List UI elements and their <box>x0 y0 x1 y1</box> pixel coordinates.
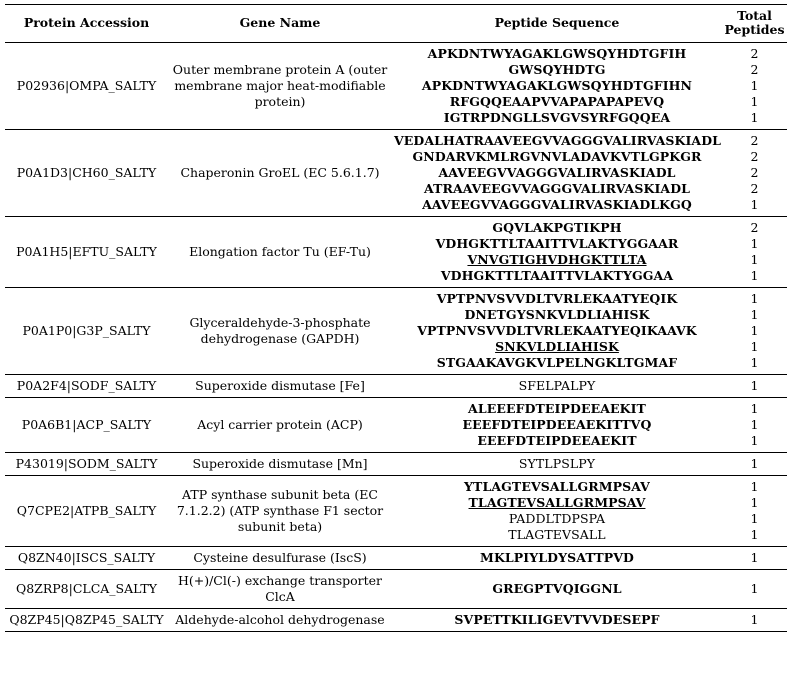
table-row <box>5 547 787 570</box>
peptide-sequence-cell <box>392 609 722 632</box>
peptide-sequence: ALEEEFDTEIPDEEAEKIT <box>468 401 646 416</box>
protein-accession: P02936|OMPA_SALTY <box>5 43 168 130</box>
gene-name: Chaperonin GroEL (EC 5.6.1.7) <box>168 130 392 217</box>
peptide-sequence: VNVGTIGHVDHGKTTLTA <box>467 252 647 267</box>
protein-accession: P0A6B1|ACP_SALTY <box>5 398 168 453</box>
table-row <box>5 43 787 130</box>
peptide-sequence: EEEFDTEIPDEEAEKIT <box>477 433 637 448</box>
peptide-count: 1 <box>750 511 759 526</box>
gene-name: Glyceraldehyde-3-phosphate dehydrogenase (GAPDH) <box>168 288 392 375</box>
peptide-count: 2 <box>750 62 759 77</box>
total-peptides-cell <box>722 217 787 288</box>
peptide-sequence: GQVLAKPGTIKPH <box>492 220 622 235</box>
table-row <box>5 288 787 375</box>
peptide-count: 1 <box>750 433 759 448</box>
peptide-count: 2 <box>750 165 759 180</box>
table-row <box>5 398 787 453</box>
gene-name: Cysteine desulfurase (IscS) <box>168 547 392 570</box>
peptide-sequence-cell <box>392 130 722 217</box>
peptide-sequence: VPTPNVSVVDLTVRLEKAATYEQIKAAVK <box>417 323 697 338</box>
peptide-sequence: VDHGKTTLTAAITTVLAKTYGGAAR <box>435 236 679 251</box>
peptide-sequence: STGAAKAVGKVLPELNGKLTGMAF <box>436 355 678 370</box>
peptide-sequence-cell <box>392 288 722 375</box>
peptide-count: 2 <box>750 133 759 148</box>
protein-accession: Q7CPE2|ATPB_SALTY <box>5 476 168 547</box>
total-peptides-cell <box>722 570 787 609</box>
peptide-sequence: MKLPIYLDYSATTPVD <box>480 550 634 565</box>
peptide-count: 1 <box>750 581 759 596</box>
gene-name: Elongation factor Tu (EF-Tu) <box>168 217 392 288</box>
header-gene-name: Gene Name <box>168 5 392 43</box>
peptide-sequence: YTLAGTEVSALLGRMPSAV <box>464 479 650 494</box>
peptide-sequence: APKDNTWYAGAKLGWSQYHDTGFIH <box>427 46 687 61</box>
peptide-count: 1 <box>750 612 759 627</box>
table-row <box>5 476 787 547</box>
peptide-sequence: DNETGYSNKVLDLIAHISK <box>464 307 650 322</box>
total-peptides-cell <box>722 476 787 547</box>
protein-accession: Q8ZRP8|CLCA_SALTY <box>5 570 168 609</box>
peptide-sequence: GREGPTVQIGGNL <box>492 581 622 596</box>
peptide-count: 1 <box>750 417 759 432</box>
protein-accession: P0A1D3|CH60_SALTY <box>5 130 168 217</box>
peptide-sequence: AAVEEGVVAGGGVALIRVASKIADLKGQ <box>422 197 692 212</box>
peptide-count: 1 <box>750 339 759 354</box>
table-row <box>5 570 787 609</box>
table-row <box>5 130 787 217</box>
peptide-count: 1 <box>750 323 759 338</box>
peptide-sequence: RFGQQEAAPVVAPAPAPAPEVQ <box>449 94 665 109</box>
peptide-count: 2 <box>750 181 759 196</box>
peptide-count: 2 <box>750 149 759 164</box>
peptide-sequence-cell <box>392 375 722 398</box>
peptide-count: 1 <box>750 268 759 283</box>
peptide-count: 1 <box>750 307 759 322</box>
peptide-count: 1 <box>750 78 759 93</box>
peptide-count: 2 <box>750 46 759 61</box>
peptide-sequence: SYTLPSLPY <box>518 456 596 471</box>
peptide-sequence-cell <box>392 217 722 288</box>
peptide-count: 1 <box>750 236 759 251</box>
peptide-sequence: IGTRPDNGLLSVGVSYRFGQQEA <box>443 110 671 125</box>
total-peptides-cell <box>722 453 787 476</box>
protein-accession: P0A1H5|EFTU_SALTY <box>5 217 168 288</box>
peptide-sequence: EEEFDTEIPDEEAEKITTVQ <box>462 417 652 432</box>
peptide-table <box>5 4 787 632</box>
total-peptides-cell <box>722 609 787 632</box>
protein-accession: P0A1P0|G3P_SALTY <box>5 288 168 375</box>
total-peptides-cell <box>722 547 787 570</box>
peptide-sequence: SVPETTKILIGEVTVVDESEPF <box>454 612 660 627</box>
total-peptides-cell <box>722 288 787 375</box>
peptide-count: 1 <box>750 401 759 416</box>
peptide-count: 1 <box>750 110 759 125</box>
peptide-sequence-cell <box>392 43 722 130</box>
peptide-count: 1 <box>750 550 759 565</box>
table-row <box>5 609 787 632</box>
peptide-sequence: ATRAAVEEGVVAGGGVALIRVASKIADL <box>423 181 691 196</box>
total-peptides-cell <box>722 398 787 453</box>
table-row <box>5 453 787 476</box>
gene-name: Aldehyde-alcohol dehydrogenase <box>168 609 392 632</box>
header-row <box>5 5 787 43</box>
peptide-sequence: APKDNTWYAGAKLGWSQYHDTGFIHN <box>421 78 693 93</box>
protein-accession: P0A2F4|SODF_SALTY <box>5 375 168 398</box>
peptide-count: 1 <box>750 479 759 494</box>
peptide-sequence: GWSQYHDTG <box>508 62 606 77</box>
peptide-sequence: SFELPALPY <box>518 378 596 393</box>
peptide-count: 1 <box>750 527 759 542</box>
gene-name: Outer membrane protein A (outer membrane major heat-modifiable protein) <box>168 43 392 130</box>
gene-name: Superoxide dismutase [Fe] <box>168 375 392 398</box>
gene-name: Superoxide dismutase [Mn] <box>168 453 392 476</box>
table-row <box>5 375 787 398</box>
peptide-count: 2 <box>750 220 759 235</box>
peptide-sequence-cell <box>392 547 722 570</box>
peptide-sequence-cell <box>392 476 722 547</box>
peptide-sequence-cell <box>392 570 722 609</box>
peptide-count: 1 <box>750 252 759 267</box>
peptide-sequence: GNDARVKMLRGVNVLADAVKVTLGPKGR <box>412 149 702 164</box>
header-total-peptides: Total Peptides <box>722 5 787 43</box>
peptide-count: 1 <box>750 355 759 370</box>
total-peptides-cell <box>722 375 787 398</box>
protein-accession: Q8ZP45|Q8ZP45_SALTY <box>5 609 168 632</box>
protein-accession: Q8ZN40|ISCS_SALTY <box>5 547 168 570</box>
peptide-sequence: VDHGKTTLTAAITTVLAKTYGGAA <box>440 268 674 283</box>
peptide-sequence: AAVEEGVVAGGGVALIRVASKIADL <box>438 165 676 180</box>
peptide-count: 1 <box>750 197 759 212</box>
table-body <box>5 43 787 632</box>
peptide-sequence: SNKVLDLIAHISK <box>495 339 619 354</box>
table-row <box>5 217 787 288</box>
protein-accession: P43019|SODM_SALTY <box>5 453 168 476</box>
header-peptide-sequence: Peptide Sequence <box>392 5 722 43</box>
gene-name: H(+)/Cl(-) exchange transporter ClcA <box>168 570 392 609</box>
total-peptides-cell <box>722 43 787 130</box>
peptide-sequence: TLAGTEVSALLGRMPSAV <box>468 495 646 510</box>
header-accession: Protein Accession <box>5 5 168 43</box>
gene-name: Acyl carrier protein (ACP) <box>168 398 392 453</box>
peptide-sequence: TLAGTEVSALL <box>508 527 606 542</box>
peptide-sequence: VPTPNVSVVDLTVRLEKAATYEQIK <box>436 291 678 306</box>
peptide-count: 1 <box>750 456 759 471</box>
peptide-count: 1 <box>750 94 759 109</box>
peptide-sequence: PADDLTDPSPA <box>508 511 606 526</box>
peptide-count: 1 <box>750 291 759 306</box>
total-peptides-cell <box>722 130 787 217</box>
gene-name: ATP synthase subunit beta (EC 7.1.2.2) (ATP synthase F1 sector subunit beta) <box>168 476 392 547</box>
peptide-sequence-cell <box>392 453 722 476</box>
peptide-count: 1 <box>750 378 759 393</box>
peptide-count: 1 <box>750 495 759 510</box>
peptide-sequence-cell <box>392 398 722 453</box>
peptide-sequence: VEDALHATRAAVEEGVVAGGGVALIRVASKIADL <box>394 133 722 148</box>
